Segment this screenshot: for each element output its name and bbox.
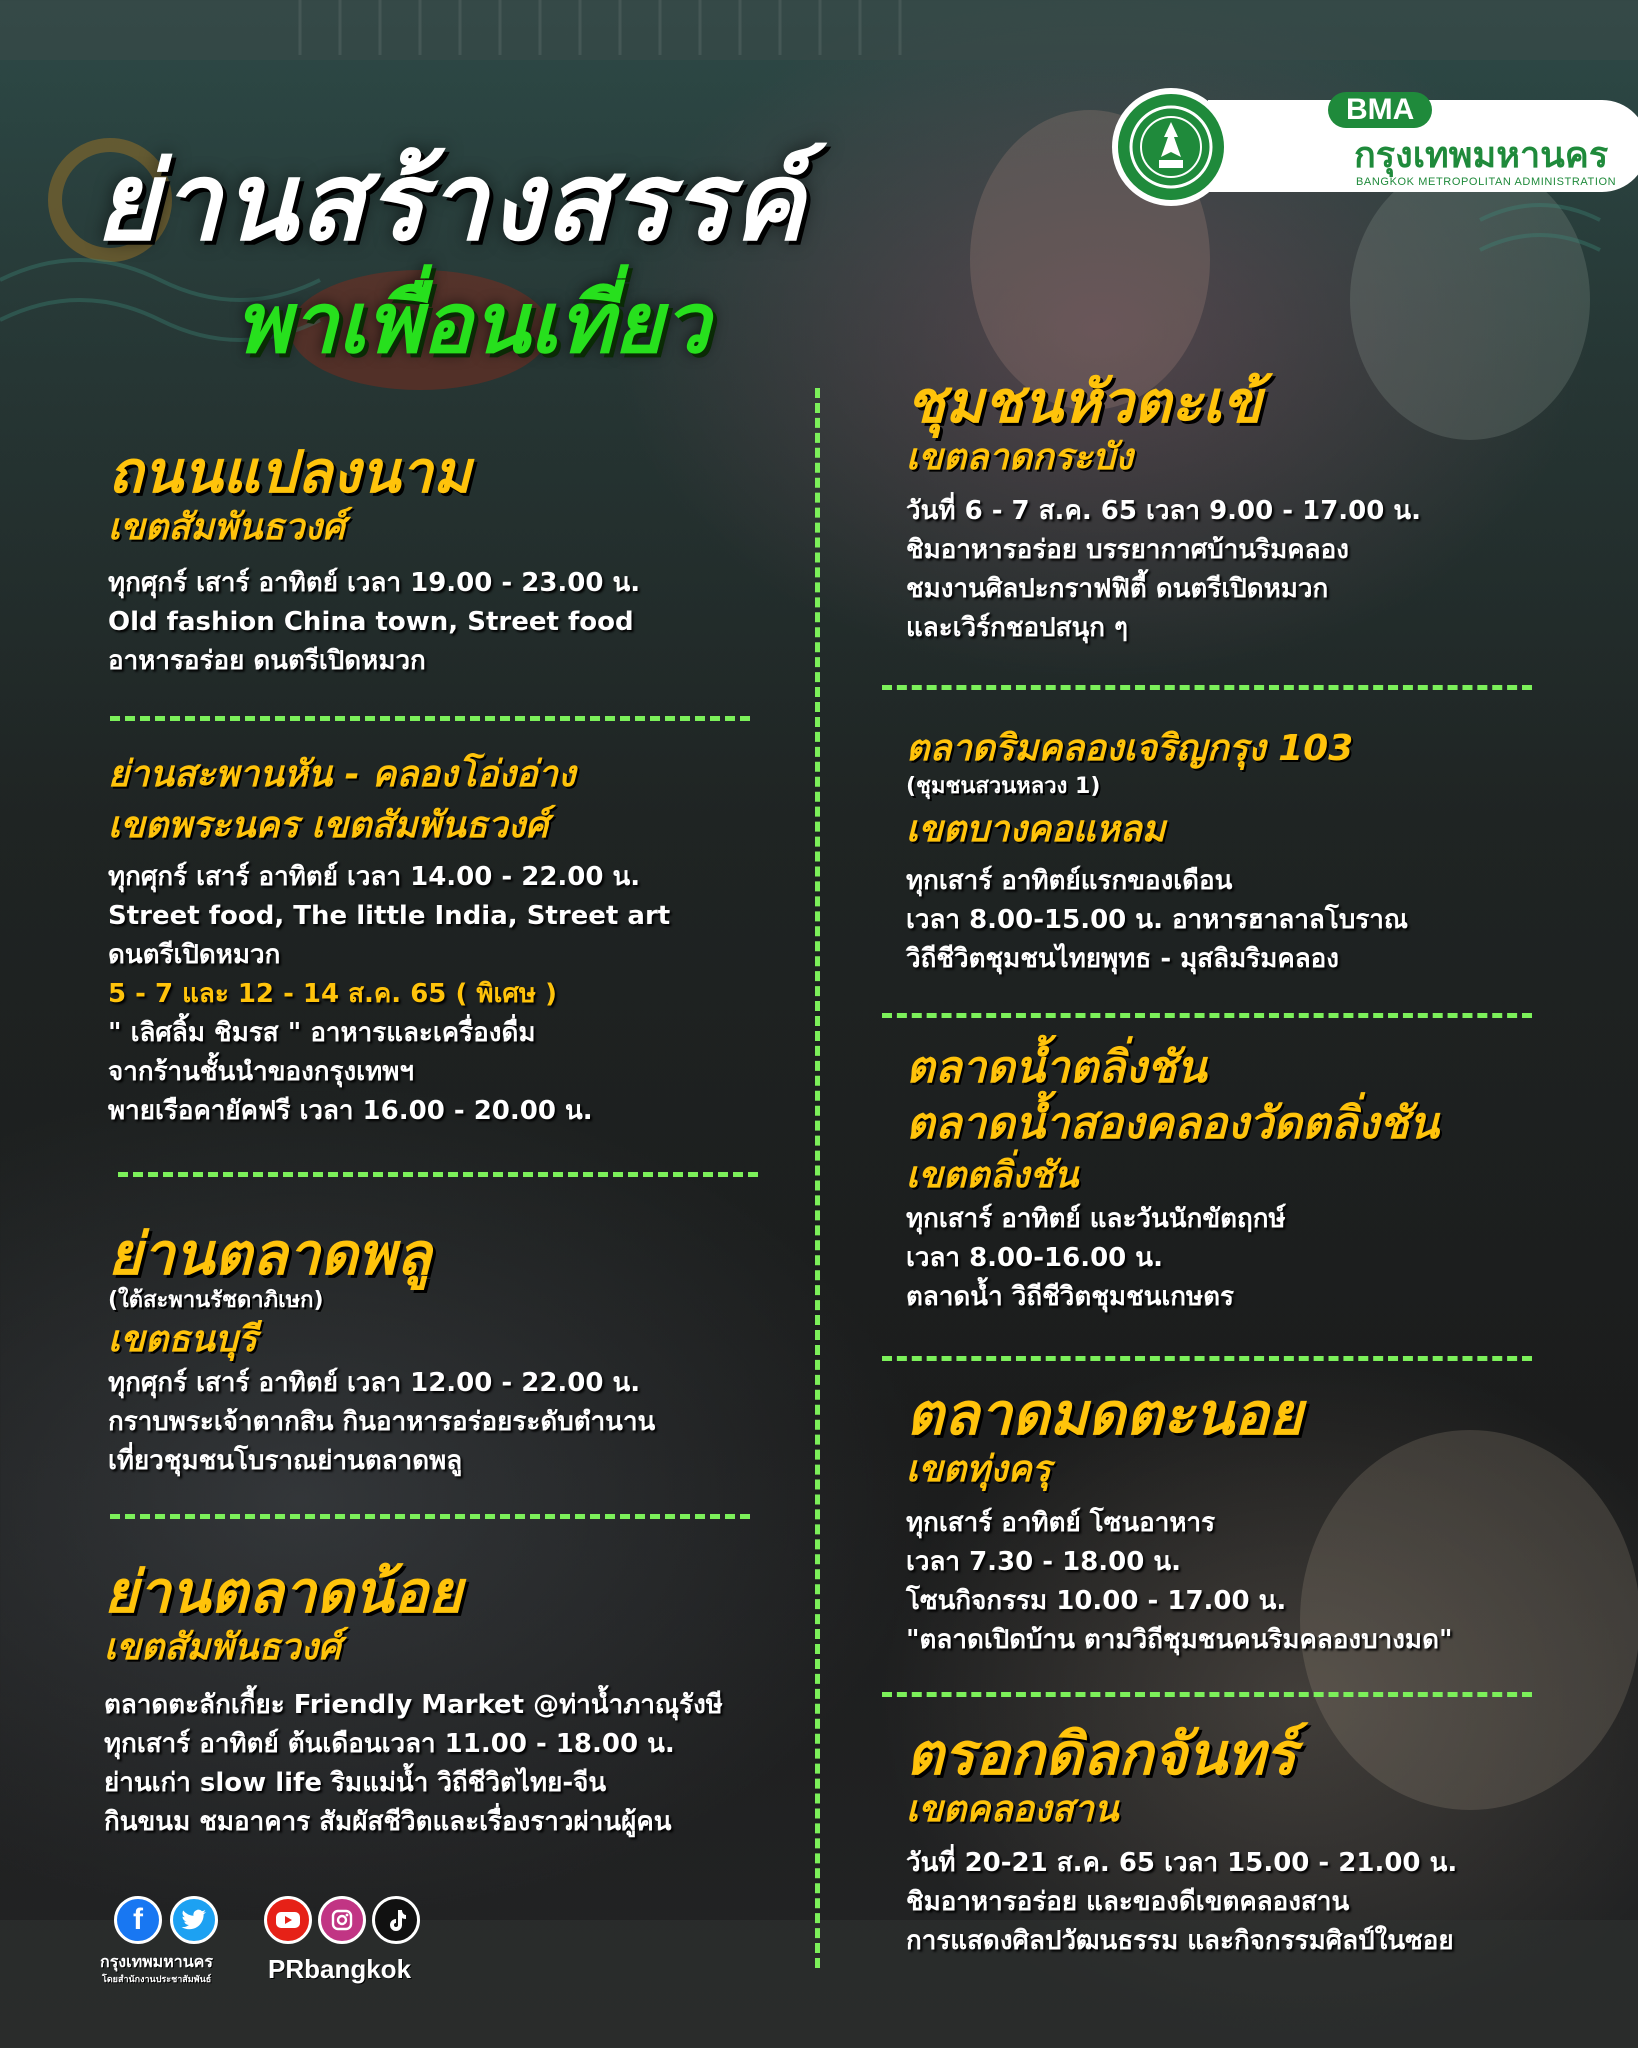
section-district: เขตธนบุรี — [108, 1319, 258, 1360]
section-talat-phlu — [108, 1222, 655, 1481]
bma-logo — [1112, 88, 1617, 188]
section-detail: ทุกศุกร์ เสาร์ อาทิตย์ เวลา 12.00 - 22.00 น. — [108, 1368, 641, 1398]
section-detail: กราบพระเจ้าตากสิน กินอาหารอร่อยระดับตำนาน — [108, 1407, 656, 1437]
section-detail: การแสดงศิลปวัฒนธรรม และกิจกรรมศิลป์ในซอย — [906, 1926, 1454, 1956]
page-title: ย่านสร้างสรรค์ — [95, 140, 807, 265]
twitter-icon[interactable] — [170, 1896, 218, 1944]
section-detail: เวลา 8.00-15.00 น. อาหารฮาลาลโบราณ — [906, 905, 1409, 935]
section-taling-chan — [906, 1040, 1439, 1317]
bma-thai-name: กรุงเทพมหานคร — [1354, 135, 1609, 176]
section-detail: ดนตรีเปิดหมวก — [108, 940, 281, 970]
section-detail: เวลา 7.30 - 18.00 น. — [906, 1547, 1182, 1577]
section-charoen-krung-103 — [906, 726, 1408, 979]
section-detail: กินขนม ชมอาคาร สัมผัสชีวิตและเรื่องราวผ่านผู้คน — [104, 1807, 672, 1837]
section-detail: ชมงานศิลปะกราฟฟิตี้ ดนตรีเปิดหมวก — [906, 574, 1329, 604]
bma-seal-icon — [1112, 88, 1230, 206]
section-mot-ta-noi — [906, 1382, 1453, 1660]
bma-english-name: BANGKOK METROPOLITAN ADMINISTRATION — [1356, 176, 1617, 188]
section-title: ตลาดมดตะนอย — [906, 1380, 1303, 1448]
section-detail: โซนกิจกรรม 10.00 - 17.00 น. — [906, 1586, 1287, 1616]
section-detail: ตลาดตะลักเกี้ยะ Friendly Market @ท่าน้ำภาณุรังษี — [104, 1690, 723, 1720]
section-district: เขตทุ่งครุ — [906, 1449, 1052, 1490]
section-detail: เที่ยวชุมชนโบราณย่านตลาดพลู — [108, 1446, 463, 1476]
section-detail: ชิมอาหารอร่อย และของดีเขตคลองสาน — [906, 1887, 1350, 1917]
section-district: เขตตลิ่งชัน — [906, 1155, 1079, 1196]
section-title-secondary: ตลาดน้ำสองคลองวัดตลิ่งชัน — [906, 1098, 1439, 1149]
section-title: ถนนแปลงนาม — [108, 438, 471, 506]
youtube-icon[interactable] — [264, 1896, 312, 1944]
section-detail: เวลา 8.00-16.00 น. — [906, 1243, 1163, 1273]
section-title: ย่านตลาดน้อย — [104, 1558, 463, 1626]
section-talat-noi — [104, 1560, 723, 1842]
section-detail: วันที่ 20-21 ส.ค. 65 เวลา 15.00 - 21.00 น. — [906, 1848, 1458, 1878]
section-thanon-plaeng-nam — [108, 440, 640, 681]
section-detail: "ตลาดเปิดบ้าน ตามวิถีชุมชนคนริมคลองบางมด" — [906, 1625, 1453, 1655]
section-detail: ทุกเสาร์ อาทิตย์แรกของเดือน — [906, 866, 1233, 896]
section-detail: ทุกเสาร์ อาทิตย์ โซนอาหาร — [906, 1508, 1216, 1538]
section-district: เขตลาดกระบัง — [906, 437, 1133, 478]
section-divider — [882, 1013, 1532, 1018]
bma-logo-plate — [1208, 93, 1638, 192]
section-district: เขตคลองสาน — [906, 1789, 1119, 1830]
facebook-caption: กรุงเทพมหานคร — [100, 1952, 213, 1971]
section-district: เขตสัมพันธวงศ์ — [104, 1627, 341, 1668]
section-detail: Street food, The little India, Street art — [108, 901, 671, 931]
social-footer — [100, 1896, 440, 2006]
section-detail: วิถีชีวิตชุมชนไทยพุทธ - มุสลิมริมคลอง — [906, 944, 1339, 974]
section-detail: ชิมอาหารอร่อย บรรยากาศบ้านริมคลอง — [906, 535, 1349, 565]
section-trok-dilok-chan — [906, 1722, 1457, 1961]
section-detail: และเวิร์กชอปสนุก ๆ — [906, 613, 1129, 643]
section-special-dates: 5 - 7 และ 12 - 14 ส.ค. 65 ( พิเศษ ) — [108, 979, 557, 1009]
social-handle: PRbangkok — [268, 1954, 412, 1984]
section-detail: " เลิศลิ้ม ชิมรส " อาหารและเครื่องดื่ม — [108, 1018, 536, 1048]
section-detail: ตลาดน้ำ วิถีชีวิตชุมชนเกษตร — [906, 1282, 1235, 1312]
section-detail: ทุกเสาร์ อาทิตย์ และวันนักขัตฤกษ์ — [906, 1204, 1286, 1234]
bma-acronym: BMA — [1328, 92, 1432, 128]
section-title: ย่านตลาดพลู — [108, 1220, 432, 1288]
page-subtitle: พาเพื่อนเที่ยว — [235, 274, 710, 372]
section-detail: ย่านเก่า slow life ริมแม่น้ำ วิถีชีวิตไทย-จีน — [104, 1768, 607, 1798]
section-divider — [882, 1356, 1532, 1361]
section-district: เขตพระนคร เขตสัมพันธวงศ์ — [108, 805, 549, 846]
section-detail: ทุกศุกร์ เสาร์ อาทิตย์ เวลา 14.00 - 22.00 น. — [108, 862, 641, 892]
section-divider — [118, 1172, 758, 1177]
section-detail: วันที่ 6 - 7 ส.ค. 65 เวลา 9.00 - 17.00 น. — [906, 496, 1422, 526]
section-detail: ทุกศุกร์ เสาร์ อาทิตย์ เวลา 19.00 - 23.00 น. — [108, 568, 641, 598]
section-detail: อาหารอร่อย ดนตรีเปิดหมวก — [108, 646, 426, 676]
section-divider — [882, 685, 1532, 690]
section-title: ตลาดน้ำตลิ่งชัน — [906, 1042, 1207, 1093]
section-title: ตรอกดิลกจันทร์ — [906, 1720, 1297, 1788]
section-note: (ชุมชนสวนหลวง 1) — [906, 774, 1101, 799]
section-title: ชุมชนหัวตะเข้ — [906, 368, 1262, 436]
section-district: เขตบางคอแหลม — [906, 809, 1166, 850]
tiktok-icon[interactable] — [372, 1896, 420, 1944]
facebook-icon[interactable]: f — [114, 1896, 162, 1944]
section-detail: ทุกเสาร์ อาทิตย์ ต้นเดือนเวลา 11.00 - 18.00 น. — [104, 1729, 675, 1759]
section-saphan-han — [108, 752, 670, 1131]
column-divider — [815, 388, 820, 1968]
instagram-icon[interactable] — [318, 1896, 366, 1944]
facebook-subcaption: โดยสำนักงานประชาสัมพันธ์ — [102, 1975, 212, 1985]
section-district: เขตสัมพันธวงศ์ — [108, 507, 345, 548]
section-title: ย่านสะพานหัน - คลองโอ่งอ่าง — [108, 754, 576, 795]
section-title: ตลาดริมคลองเจริญกรุง 103 — [906, 728, 1354, 769]
section-hua-takhe — [906, 370, 1421, 648]
section-detail: พายเรือคายัคฟรี เวลา 16.00 - 20.00 น. — [108, 1096, 593, 1126]
section-detail: Old fashion China town, Street food — [108, 607, 634, 637]
section-detail: จากร้านชั้นนำของกรุงเทพฯ — [108, 1057, 414, 1087]
section-divider — [882, 1692, 1532, 1697]
section-note: (ใต้สะพานรัชดาภิเษก) — [108, 1288, 324, 1313]
section-divider — [110, 716, 750, 721]
section-divider — [110, 1514, 750, 1519]
